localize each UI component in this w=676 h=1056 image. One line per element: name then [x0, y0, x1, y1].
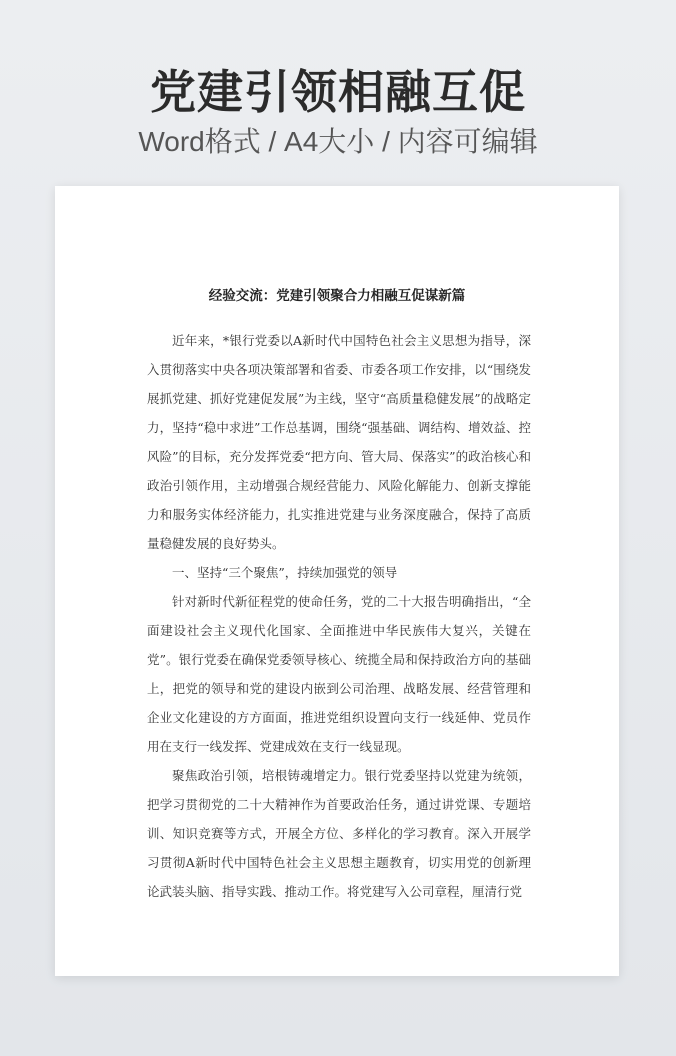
- section-heading: 一、坚持“三个聚焦”，持续加强党的领导: [172, 565, 398, 580]
- banner-subtitle: Word格式 / A4大小 / 内容可编辑: [138, 126, 538, 157]
- paragraph-intro: 近年来，*银行党委以A新时代中国特色社会主义思想为指导，深入贯彻落实中央各项决策部署和省委、市委各项工作安排，以“围绕发展抓党建、抓好党建促发展”为主线，坚守“高质量稳健发展”的战略定力，坚持“稳中求进”工作总基调，围绕“强基础、调结构、增效益、控风险”的目标，充分发挥党委“把方向、管大局、保落实”的政治核心和政治引领作用，主动增强合规经营能力、风险化解能力、创新支撑能力和服务实体经济能力，扎实推进党建与业务深度融合，保持了高质量稳健发展的良好势头。: [147, 333, 531, 551]
- document-body: [147, 326, 531, 906]
- banner-title: 党建引领相融互促: [150, 65, 526, 119]
- document-title: 经验交流：党建引领聚合力相融互促谋新篇: [208, 288, 466, 304]
- banner-header: [0, 62, 676, 160]
- paragraph-leadership: 针对新时代新征程党的使命任务，党的二十大报告明确指出，“全面建设社会主义现代化国家、全面推进中华民族伟大复兴，关键在党”。银行党委在确保党委领导核心、统揽全局和保持政治方向的基础上，把党的领导和党的建设内嵌到公司治理、战略发展、经营管理和企业文化建设的方方面面，推进党组织设置向支行一线延伸、党员作用在支行一线发挥、党建成效在支行一线显现。: [147, 594, 531, 754]
- document-page: [55, 186, 619, 976]
- paragraph-political-guidance: 聚焦政治引领，培根铸魂增定力。银行党委坚持以党建为统领，把学习贯彻党的二十大精神作为首要政治任务，通过讲党课、专题培训、知识竞赛等方式，开展全方位、多样化的学习教育。深入开展学习贯彻A新时代中国特色社会主义思想主题教育，切实用党的创新理论武装头脑、指导实践、推动工作。将党建写入公司章程，厘清行党: [147, 768, 531, 899]
